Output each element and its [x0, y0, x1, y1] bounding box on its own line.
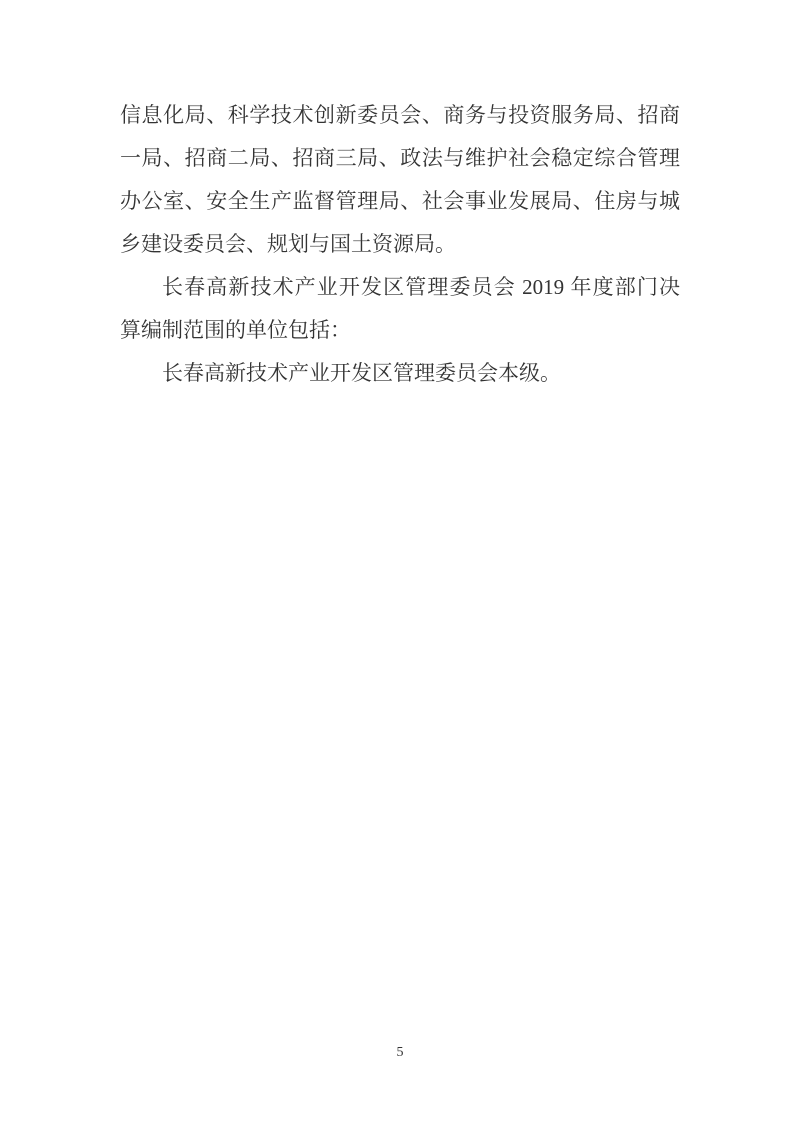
text-line: 长春高新技术产业开发区管理委员会本级。: [162, 361, 561, 385]
text-line: 乡建设委员会、规划与国土资源局。: [120, 232, 456, 256]
document-body: [120, 94, 680, 395]
text-line: 算编制范围的单位包括：: [120, 318, 351, 342]
text-line: 办公室、安全生产监督管理局、社会事业发展局、住房与城: [120, 189, 680, 213]
text-line: 一局、招商二局、招商三局、政法与维护社会稳定综合管理: [120, 146, 680, 170]
text-line: 长春高新技术产业开发区管理委员会 2019 年度部门决: [162, 275, 680, 299]
text-line: 信息化局、科学技术创新委员会、商务与投资服务局、招商: [120, 103, 680, 127]
page-number: 5: [396, 1045, 404, 1060]
